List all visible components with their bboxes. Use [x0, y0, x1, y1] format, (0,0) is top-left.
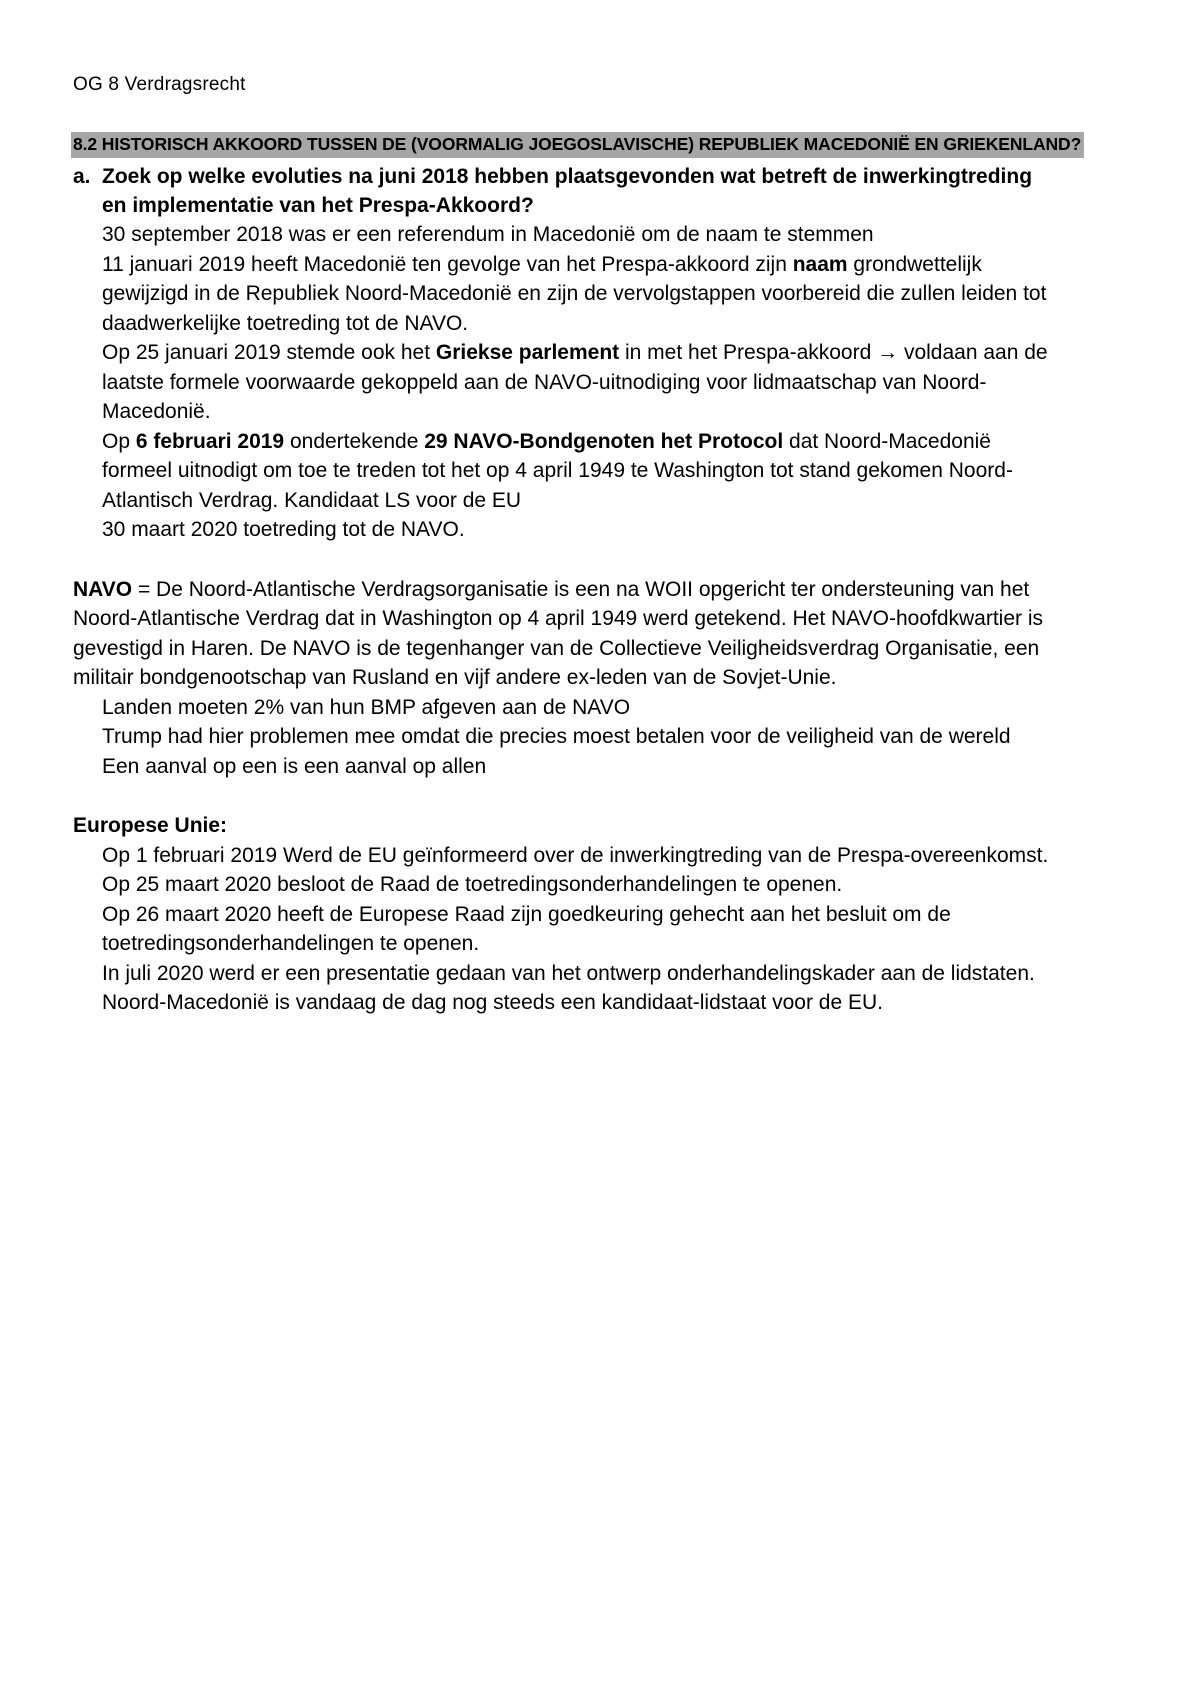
list-item-text: Een aanval op een is een aanval op allen: [102, 754, 487, 778]
text-run: in met het Prespa-akkoord → voldaan aan de laatste formele voorwaarde gekoppeld aan de NAVO-uitnodiging voor lidmaatschap van Noord-Macedonië.: [102, 341, 1048, 423]
emphasis-text: 6 februari 2019: [135, 429, 285, 453]
list-item-text: [102, 515, 465, 545]
navo-term: NAVO: [73, 577, 133, 601]
emphasis-text: 29 NAVO-Bondgenoten het Protocol: [424, 429, 784, 453]
navo-definition: [73, 575, 1050, 693]
list-item: [73, 427, 1050, 516]
bullet-icon: [73, 841, 102, 871]
text-run: 30 maart 2020 toetreding tot de NAVO.: [102, 518, 465, 541]
bullet-icon: [73, 515, 102, 545]
navo-facts-list: [73, 693, 1050, 782]
list-item: [73, 722, 1050, 752]
bullet-icon: [73, 338, 102, 427]
bullet-icon: [73, 250, 102, 339]
question: [73, 162, 1050, 220]
list-item-text: Noord-Macedonië is vandaag de dag nog steeds een kandidaat-lidstaat voor de EU.: [102, 991, 884, 1014]
list-item-text: Op 25 maart 2020 besloot de Raad de toetredingsonderhandelingen te openen.: [102, 873, 843, 896]
list-item-text: [102, 427, 1050, 516]
bullet-icon: [73, 988, 102, 1018]
list-item-text: In juli 2020 werd er een presentatie gedaan van het ontwerp onderhandelingskader aan de lidstaten.: [102, 961, 1035, 985]
list-item: [73, 870, 1050, 900]
list-item: [73, 250, 1050, 339]
navo-definition-text: = De Noord-Atlantische Verdragsorganisatie is een na WOII opgericht ter ondersteuning van het Noord-Atlantische Verdrag dat in Washington op 4 april 1949 werd getekend. Het NAVO-hoofdkwartier is gevestigd in Haren. De NAVO is de tegenhanger van de Collectieve Veiligheidsverdrag Organisatie, een militair bondgenootschap van Rusland en vijf andere ex-leden van de Sovjet-Unie.: [73, 577, 1044, 689]
list-item-text: [102, 250, 1050, 339]
emphasis-text: Griekse parlement: [435, 341, 620, 364]
list-item-text: [102, 220, 874, 250]
bullet-icon: [73, 220, 102, 250]
list-item: [73, 515, 1050, 545]
list-item: [73, 338, 1050, 427]
text-run: dat Noord-Macedonië formeel uitnodigt om toe te treden tot het op 4 april 1949 te Washington tot stand gekomen Noord-Atlantisch Verdrag. Kandidaat LS voor de EU: [102, 429, 1013, 512]
list-item: [73, 752, 1050, 782]
text-run: grondwettelijk gewijzigd in de Republiek Noord-Macedonië en zijn de vervolgstappen voorbereid die zullen leiden tot daadwerkelijke toetreding tot de NAVO.: [102, 252, 1047, 335]
list-item-text: Op 26 maart 2020 heeft de Europese Raad zijn goedkeuring gehecht aan het besluit om de toetredingsonderhandelingen te openen.: [102, 902, 951, 955]
list-item: [73, 988, 1050, 1018]
list-item: [73, 841, 1050, 871]
list-item: [73, 900, 1050, 959]
bullet-icon: [73, 870, 102, 900]
eu-heading: Europese Unie:: [73, 814, 228, 837]
bullet-icon: [73, 722, 102, 752]
list-item-text: Trump had hier problemen mee omdat die precies moest betalen voor de veiligheid van de wereld: [102, 725, 1011, 748]
bullet-icon: [73, 959, 102, 989]
text-run: Op 25 januari 2019 stemde ook het: [102, 341, 436, 364]
list-item: [73, 220, 1050, 250]
section-title: 8.2 HISTORISCH AKKOORD TUSSEN DE (VOORMALIG JOEGOSLAVISCHE) REPUBLIEK MACEDONIË EN GRIEKENLAND?: [71, 132, 1084, 158]
page-header: OG 8 Verdragsrecht: [73, 74, 246, 95]
bullet-icon: [73, 693, 102, 723]
list-item: [73, 959, 1050, 989]
text-run: 11 januari 2019 heeft Macedonië ten gevolge van het Prespa-akkoord zijn: [102, 252, 793, 276]
eu-timeline-list: [73, 841, 1050, 1018]
text-run: Op: [102, 429, 136, 453]
question-letter: a.: [73, 165, 91, 188]
text-run: 30 september 2018 was er een referendum in Macedonië om de naam te stemmen: [102, 223, 874, 246]
emphasis-text: naam: [792, 252, 848, 276]
prespa-timeline-list: [73, 220, 1050, 545]
list-item-text: [102, 338, 1050, 427]
bullet-icon: [73, 427, 102, 516]
text-run: ondertekende: [284, 429, 425, 453]
list-item: [73, 693, 1050, 723]
list-item-text: Landen moeten 2% van hun BMP afgeven aan de NAVO: [102, 695, 631, 719]
bullet-icon: [73, 900, 102, 959]
question-text: Zoek op welke evoluties na juni 2018 hebben plaatsgevonden wat betreft de inwerkingtreding en implementatie van het Prespa-Akkoord?: [102, 165, 1033, 217]
bullet-icon: [73, 752, 102, 782]
list-item-text: Op 1 februari 2019 Werd de EU geïnformeerd over de inwerkingtreding van de Prespa-overeenkomst.: [102, 843, 1049, 867]
